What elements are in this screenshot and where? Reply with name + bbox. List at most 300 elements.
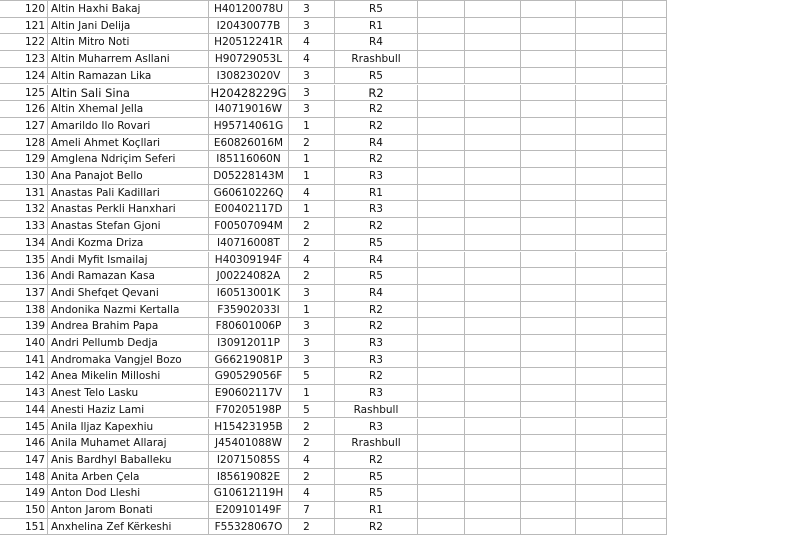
empty-cell[interactable] [623, 218, 667, 235]
empty-cell[interactable] [521, 335, 576, 352]
id-cell[interactable]: G66219081P [209, 352, 289, 369]
empty-cell[interactable] [576, 34, 623, 51]
category-cell[interactable]: 2 [289, 469, 335, 486]
name-cell[interactable]: Anastas Perkli Hanxhari [48, 201, 209, 218]
empty-cell[interactable] [623, 318, 667, 335]
id-cell[interactable]: H90729053L [209, 51, 289, 68]
row-number-cell[interactable]: 134 [0, 235, 48, 252]
empty-cell[interactable] [418, 185, 465, 202]
name-cell[interactable]: Anton Dod Lleshi [48, 485, 209, 502]
empty-cell[interactable] [521, 285, 576, 302]
empty-cell[interactable] [418, 385, 465, 402]
id-cell[interactable]: I85619082E [209, 469, 289, 486]
row-number-cell[interactable]: 122 [0, 34, 48, 51]
empty-cell[interactable] [465, 318, 521, 335]
category-cell[interactable]: 3 [289, 85, 335, 102]
region-cell[interactable]: R4 [335, 135, 418, 152]
empty-cell[interactable] [418, 68, 465, 85]
category-cell[interactable]: 5 [289, 402, 335, 419]
empty-cell[interactable] [521, 135, 576, 152]
empty-cell[interactable] [521, 51, 576, 68]
row-number-cell[interactable]: 135 [0, 252, 48, 269]
category-cell[interactable]: 3 [289, 101, 335, 118]
category-cell[interactable]: 1 [289, 201, 335, 218]
region-cell[interactable]: R2 [335, 368, 418, 385]
empty-cell[interactable] [465, 201, 521, 218]
region-cell[interactable]: R5 [335, 268, 418, 285]
row-number-cell[interactable]: 124 [0, 68, 48, 85]
empty-cell[interactable] [521, 502, 576, 519]
name-cell[interactable]: Altin Haxhi Bakaj [48, 1, 209, 18]
empty-cell[interactable] [418, 218, 465, 235]
empty-cell[interactable] [418, 469, 465, 486]
empty-cell[interactable] [576, 168, 623, 185]
empty-cell[interactable] [465, 235, 521, 252]
region-cell[interactable]: R1 [335, 185, 418, 202]
empty-cell[interactable] [576, 1, 623, 18]
id-cell[interactable]: H40120078U [209, 1, 289, 18]
category-cell[interactable]: 4 [289, 452, 335, 469]
row-number-cell[interactable]: 121 [0, 18, 48, 35]
region-cell[interactable]: R2 [335, 151, 418, 168]
region-cell[interactable]: R5 [335, 485, 418, 502]
empty-cell[interactable] [521, 469, 576, 486]
name-cell[interactable]: Anesti Haziz Lami [48, 402, 209, 419]
empty-cell[interactable] [623, 101, 667, 118]
empty-cell[interactable] [623, 118, 667, 135]
row-number-cell[interactable]: 139 [0, 318, 48, 335]
category-cell[interactable]: 1 [289, 151, 335, 168]
empty-cell[interactable] [623, 51, 667, 68]
empty-cell[interactable] [418, 435, 465, 452]
empty-cell[interactable] [418, 34, 465, 51]
empty-cell[interactable] [576, 18, 623, 35]
region-cell[interactable]: Rrashbull [335, 435, 418, 452]
name-cell[interactable]: Anton Jarom Bonati [48, 502, 209, 519]
region-cell[interactable]: R3 [335, 168, 418, 185]
name-cell[interactable]: Anastas Stefan Gjoni [48, 218, 209, 235]
region-cell[interactable]: R2 [335, 118, 418, 135]
region-cell[interactable]: R3 [335, 335, 418, 352]
region-cell[interactable]: R3 [335, 419, 418, 436]
empty-cell[interactable] [418, 168, 465, 185]
category-cell[interactable]: 2 [289, 235, 335, 252]
empty-cell[interactable] [418, 235, 465, 252]
empty-cell[interactable] [521, 402, 576, 419]
empty-cell[interactable] [623, 335, 667, 352]
name-cell[interactable]: Andonika Nazmi Kertalla [48, 302, 209, 319]
id-cell[interactable]: I40719016W [209, 101, 289, 118]
empty-cell[interactable] [521, 385, 576, 402]
empty-cell[interactable] [465, 185, 521, 202]
region-cell[interactable]: R2 [335, 302, 418, 319]
empty-cell[interactable] [521, 268, 576, 285]
empty-cell[interactable] [521, 201, 576, 218]
row-number-cell[interactable]: 141 [0, 352, 48, 369]
row-number-cell[interactable]: 147 [0, 452, 48, 469]
row-number-cell[interactable]: 129 [0, 151, 48, 168]
empty-cell[interactable] [418, 368, 465, 385]
name-cell[interactable]: Altin Sali Sina [48, 85, 209, 102]
row-number-cell[interactable]: 125 [0, 85, 48, 102]
name-cell[interactable]: Anastas Pali Kadillari [48, 185, 209, 202]
empty-cell[interactable] [465, 302, 521, 319]
name-cell[interactable]: Amglena Ndriçim Seferi [48, 151, 209, 168]
category-cell[interactable]: 7 [289, 502, 335, 519]
empty-cell[interactable] [521, 34, 576, 51]
empty-cell[interactable] [623, 135, 667, 152]
empty-cell[interactable] [418, 519, 465, 536]
id-cell[interactable]: I85116060N [209, 151, 289, 168]
name-cell[interactable]: Andromaka Vangjel Bozo [48, 352, 209, 369]
empty-cell[interactable] [465, 435, 521, 452]
empty-cell[interactable] [576, 335, 623, 352]
empty-cell[interactable] [623, 68, 667, 85]
empty-cell[interactable] [465, 402, 521, 419]
region-cell[interactable]: R1 [335, 502, 418, 519]
category-cell[interactable]: 3 [289, 68, 335, 85]
row-number-cell[interactable]: 131 [0, 185, 48, 202]
id-cell[interactable]: F70205198P [209, 402, 289, 419]
empty-cell[interactable] [465, 18, 521, 35]
empty-cell[interactable] [576, 118, 623, 135]
id-cell[interactable]: D05228143M [209, 168, 289, 185]
row-number-cell[interactable]: 145 [0, 419, 48, 436]
name-cell[interactable]: Andi Shefqet Qevani [48, 285, 209, 302]
id-cell[interactable]: G60610226Q [209, 185, 289, 202]
empty-cell[interactable] [623, 185, 667, 202]
name-cell[interactable]: Ana Panajot Bello [48, 168, 209, 185]
name-cell[interactable]: Anest Telo Lasku [48, 385, 209, 402]
category-cell[interactable]: 1 [289, 118, 335, 135]
empty-cell[interactable] [576, 51, 623, 68]
empty-cell[interactable] [623, 485, 667, 502]
id-cell[interactable]: E90602117V [209, 385, 289, 402]
region-cell[interactable]: R4 [335, 34, 418, 51]
empty-cell[interactable] [465, 368, 521, 385]
region-cell[interactable]: R1 [335, 18, 418, 35]
empty-cell[interactable] [623, 368, 667, 385]
category-cell[interactable]: 4 [289, 485, 335, 502]
empty-cell[interactable] [521, 235, 576, 252]
empty-cell[interactable] [418, 318, 465, 335]
empty-cell[interactable] [465, 168, 521, 185]
empty-cell[interactable] [465, 34, 521, 51]
id-cell[interactable]: I40716008T [209, 235, 289, 252]
empty-cell[interactable] [623, 85, 667, 102]
empty-cell[interactable] [465, 469, 521, 486]
name-cell[interactable]: Andi Myfit Ismailaj [48, 252, 209, 269]
row-number-cell[interactable]: 136 [0, 268, 48, 285]
empty-cell[interactable] [576, 318, 623, 335]
empty-cell[interactable] [465, 268, 521, 285]
id-cell[interactable]: G90529056F [209, 368, 289, 385]
name-cell[interactable]: Ameli Ahmet Koçllari [48, 135, 209, 152]
region-cell[interactable]: Rrashbull [335, 51, 418, 68]
empty-cell[interactable] [418, 452, 465, 469]
empty-cell[interactable] [465, 135, 521, 152]
empty-cell[interactable] [521, 252, 576, 269]
category-cell[interactable]: 3 [289, 318, 335, 335]
empty-cell[interactable] [576, 151, 623, 168]
category-cell[interactable]: 2 [289, 218, 335, 235]
empty-cell[interactable] [418, 335, 465, 352]
category-cell[interactable]: 4 [289, 252, 335, 269]
empty-cell[interactable] [623, 1, 667, 18]
empty-cell[interactable] [521, 318, 576, 335]
empty-cell[interactable] [576, 402, 623, 419]
empty-cell[interactable] [576, 385, 623, 402]
category-cell[interactable]: 2 [289, 268, 335, 285]
empty-cell[interactable] [521, 302, 576, 319]
row-number-cell[interactable]: 148 [0, 469, 48, 486]
empty-cell[interactable] [576, 452, 623, 469]
empty-cell[interactable] [623, 435, 667, 452]
category-cell[interactable]: 2 [289, 519, 335, 536]
empty-cell[interactable] [623, 151, 667, 168]
id-cell[interactable]: F55328067O [209, 519, 289, 536]
empty-cell[interactable] [418, 285, 465, 302]
empty-cell[interactable] [521, 452, 576, 469]
region-cell[interactable]: R3 [335, 201, 418, 218]
empty-cell[interactable] [623, 34, 667, 51]
empty-cell[interactable] [521, 68, 576, 85]
empty-cell[interactable] [576, 185, 623, 202]
empty-cell[interactable] [576, 302, 623, 319]
name-cell[interactable]: Amarildo Ilo Rovari [48, 118, 209, 135]
row-number-cell[interactable]: 137 [0, 285, 48, 302]
empty-cell[interactable] [576, 285, 623, 302]
row-number-cell[interactable]: 144 [0, 402, 48, 419]
row-number-cell[interactable]: 142 [0, 368, 48, 385]
empty-cell[interactable] [418, 419, 465, 436]
empty-cell[interactable] [465, 452, 521, 469]
category-cell[interactable]: 4 [289, 34, 335, 51]
region-cell[interactable]: R2 [335, 218, 418, 235]
row-number-cell[interactable]: 127 [0, 118, 48, 135]
region-cell[interactable]: R4 [335, 252, 418, 269]
region-cell[interactable]: R2 [335, 519, 418, 536]
id-cell[interactable]: H20428229G [209, 85, 289, 102]
id-cell[interactable]: F35902033I [209, 302, 289, 319]
category-cell[interactable]: 1 [289, 168, 335, 185]
name-cell[interactable]: Altin Mitro Noti [48, 34, 209, 51]
region-cell[interactable]: R2 [335, 85, 418, 102]
region-cell[interactable]: R5 [335, 469, 418, 486]
row-number-cell[interactable]: 151 [0, 519, 48, 536]
empty-cell[interactable] [521, 85, 576, 102]
empty-cell[interactable] [521, 419, 576, 436]
empty-cell[interactable] [418, 485, 465, 502]
empty-cell[interactable] [576, 519, 623, 536]
region-cell[interactable]: R5 [335, 235, 418, 252]
empty-cell[interactable] [623, 502, 667, 519]
category-cell[interactable]: 1 [289, 302, 335, 319]
empty-cell[interactable] [465, 502, 521, 519]
id-cell[interactable]: G10612119H [209, 485, 289, 502]
empty-cell[interactable] [465, 385, 521, 402]
row-number-cell[interactable]: 143 [0, 385, 48, 402]
region-cell[interactable]: R4 [335, 285, 418, 302]
category-cell[interactable]: 3 [289, 352, 335, 369]
category-cell[interactable]: 3 [289, 335, 335, 352]
empty-cell[interactable] [623, 302, 667, 319]
id-cell[interactable]: H20512241R [209, 34, 289, 51]
row-number-cell[interactable]: 123 [0, 51, 48, 68]
empty-cell[interactable] [465, 285, 521, 302]
category-cell[interactable]: 4 [289, 185, 335, 202]
id-cell[interactable]: I30823020V [209, 68, 289, 85]
name-cell[interactable]: Andrea Brahim Papa [48, 318, 209, 335]
category-cell[interactable]: 4 [289, 51, 335, 68]
name-cell[interactable]: Altin Ramazan Lika [48, 68, 209, 85]
id-cell[interactable]: J00224082A [209, 268, 289, 285]
empty-cell[interactable] [465, 252, 521, 269]
region-cell[interactable]: R2 [335, 318, 418, 335]
empty-cell[interactable] [623, 201, 667, 218]
name-cell[interactable]: Altin Muharrem Asllani [48, 51, 209, 68]
empty-cell[interactable] [418, 302, 465, 319]
empty-cell[interactable] [576, 201, 623, 218]
category-cell[interactable]: 2 [289, 135, 335, 152]
empty-cell[interactable] [623, 235, 667, 252]
empty-cell[interactable] [576, 368, 623, 385]
empty-cell[interactable] [418, 135, 465, 152]
empty-cell[interactable] [623, 252, 667, 269]
region-cell[interactable]: R2 [335, 452, 418, 469]
category-cell[interactable]: 1 [289, 385, 335, 402]
empty-cell[interactable] [576, 85, 623, 102]
name-cell[interactable]: Altin Xhemal Jella [48, 101, 209, 118]
empty-cell[interactable] [521, 101, 576, 118]
row-number-cell[interactable]: 120 [0, 1, 48, 18]
empty-cell[interactable] [623, 519, 667, 536]
empty-cell[interactable] [418, 352, 465, 369]
name-cell[interactable]: Anea Mikelin Milloshi [48, 368, 209, 385]
empty-cell[interactable] [465, 51, 521, 68]
empty-cell[interactable] [623, 268, 667, 285]
empty-cell[interactable] [465, 419, 521, 436]
empty-cell[interactable] [465, 519, 521, 536]
id-cell[interactable]: I30912011P [209, 335, 289, 352]
id-cell[interactable]: H40309194F [209, 252, 289, 269]
empty-cell[interactable] [576, 485, 623, 502]
row-number-cell[interactable]: 140 [0, 335, 48, 352]
empty-cell[interactable] [521, 435, 576, 452]
name-cell[interactable]: Altin Jani Delija [48, 18, 209, 35]
row-number-cell[interactable]: 130 [0, 168, 48, 185]
empty-cell[interactable] [576, 502, 623, 519]
empty-cell[interactable] [576, 135, 623, 152]
name-cell[interactable]: Anita Arben Çela [48, 469, 209, 486]
category-cell[interactable]: 3 [289, 18, 335, 35]
empty-cell[interactable] [576, 419, 623, 436]
id-cell[interactable]: E00402117D [209, 201, 289, 218]
empty-cell[interactable] [576, 68, 623, 85]
region-cell[interactable]: R3 [335, 385, 418, 402]
id-cell[interactable]: I60513001K [209, 285, 289, 302]
row-number-cell[interactable]: 126 [0, 101, 48, 118]
empty-cell[interactable] [521, 519, 576, 536]
empty-cell[interactable] [576, 352, 623, 369]
empty-cell[interactable] [465, 85, 521, 102]
id-cell[interactable]: F00507094M [209, 218, 289, 235]
empty-cell[interactable] [418, 252, 465, 269]
row-number-cell[interactable]: 146 [0, 435, 48, 452]
empty-cell[interactable] [623, 469, 667, 486]
id-cell[interactable]: F80601006P [209, 318, 289, 335]
category-cell[interactable]: 3 [289, 285, 335, 302]
id-cell[interactable]: H15423195B [209, 419, 289, 436]
empty-cell[interactable] [576, 435, 623, 452]
empty-cell[interactable] [623, 352, 667, 369]
empty-cell[interactable] [576, 235, 623, 252]
region-cell[interactable]: Rashbull [335, 402, 418, 419]
category-cell[interactable]: 5 [289, 368, 335, 385]
empty-cell[interactable] [623, 385, 667, 402]
empty-cell[interactable] [521, 151, 576, 168]
empty-cell[interactable] [623, 419, 667, 436]
empty-cell[interactable] [418, 118, 465, 135]
empty-cell[interactable] [623, 285, 667, 302]
empty-cell[interactable] [521, 368, 576, 385]
empty-cell[interactable] [521, 1, 576, 18]
region-cell[interactable]: R2 [335, 101, 418, 118]
empty-cell[interactable] [623, 168, 667, 185]
empty-cell[interactable] [418, 402, 465, 419]
empty-cell[interactable] [465, 218, 521, 235]
empty-cell[interactable] [576, 101, 623, 118]
region-cell[interactable]: R5 [335, 68, 418, 85]
empty-cell[interactable] [521, 185, 576, 202]
name-cell[interactable]: Andi Kozma Driza [48, 235, 209, 252]
name-cell[interactable]: Andi Ramazan Kasa [48, 268, 209, 285]
empty-cell[interactable] [465, 352, 521, 369]
empty-cell[interactable] [418, 268, 465, 285]
id-cell[interactable]: J45401088W [209, 435, 289, 452]
empty-cell[interactable] [465, 68, 521, 85]
region-cell[interactable]: R5 [335, 1, 418, 18]
empty-cell[interactable] [418, 18, 465, 35]
empty-cell[interactable] [465, 151, 521, 168]
category-cell[interactable]: 2 [289, 435, 335, 452]
empty-cell[interactable] [465, 118, 521, 135]
empty-cell[interactable] [465, 101, 521, 118]
row-number-cell[interactable]: 128 [0, 135, 48, 152]
empty-cell[interactable] [465, 485, 521, 502]
empty-cell[interactable] [521, 168, 576, 185]
row-number-cell[interactable]: 149 [0, 485, 48, 502]
name-cell[interactable]: Anxhelina Zef Kërkeshi [48, 519, 209, 536]
category-cell[interactable]: 2 [289, 419, 335, 436]
id-cell[interactable]: H95714061G [209, 118, 289, 135]
empty-cell[interactable] [623, 18, 667, 35]
name-cell[interactable]: Anila Iljaz Kapexhiu [48, 419, 209, 436]
empty-cell[interactable] [418, 201, 465, 218]
empty-cell[interactable] [418, 85, 465, 102]
empty-cell[interactable] [465, 335, 521, 352]
row-number-cell[interactable]: 132 [0, 201, 48, 218]
category-cell[interactable]: 3 [289, 1, 335, 18]
id-cell[interactable]: I20715085S [209, 452, 289, 469]
empty-cell[interactable] [418, 101, 465, 118]
row-number-cell[interactable]: 138 [0, 302, 48, 319]
name-cell[interactable]: Anila Muhamet Allaraj [48, 435, 209, 452]
name-cell[interactable]: Andri Pellumb Dedja [48, 335, 209, 352]
empty-cell[interactable] [521, 352, 576, 369]
row-number-cell[interactable]: 150 [0, 502, 48, 519]
id-cell[interactable]: E20910149F [209, 502, 289, 519]
